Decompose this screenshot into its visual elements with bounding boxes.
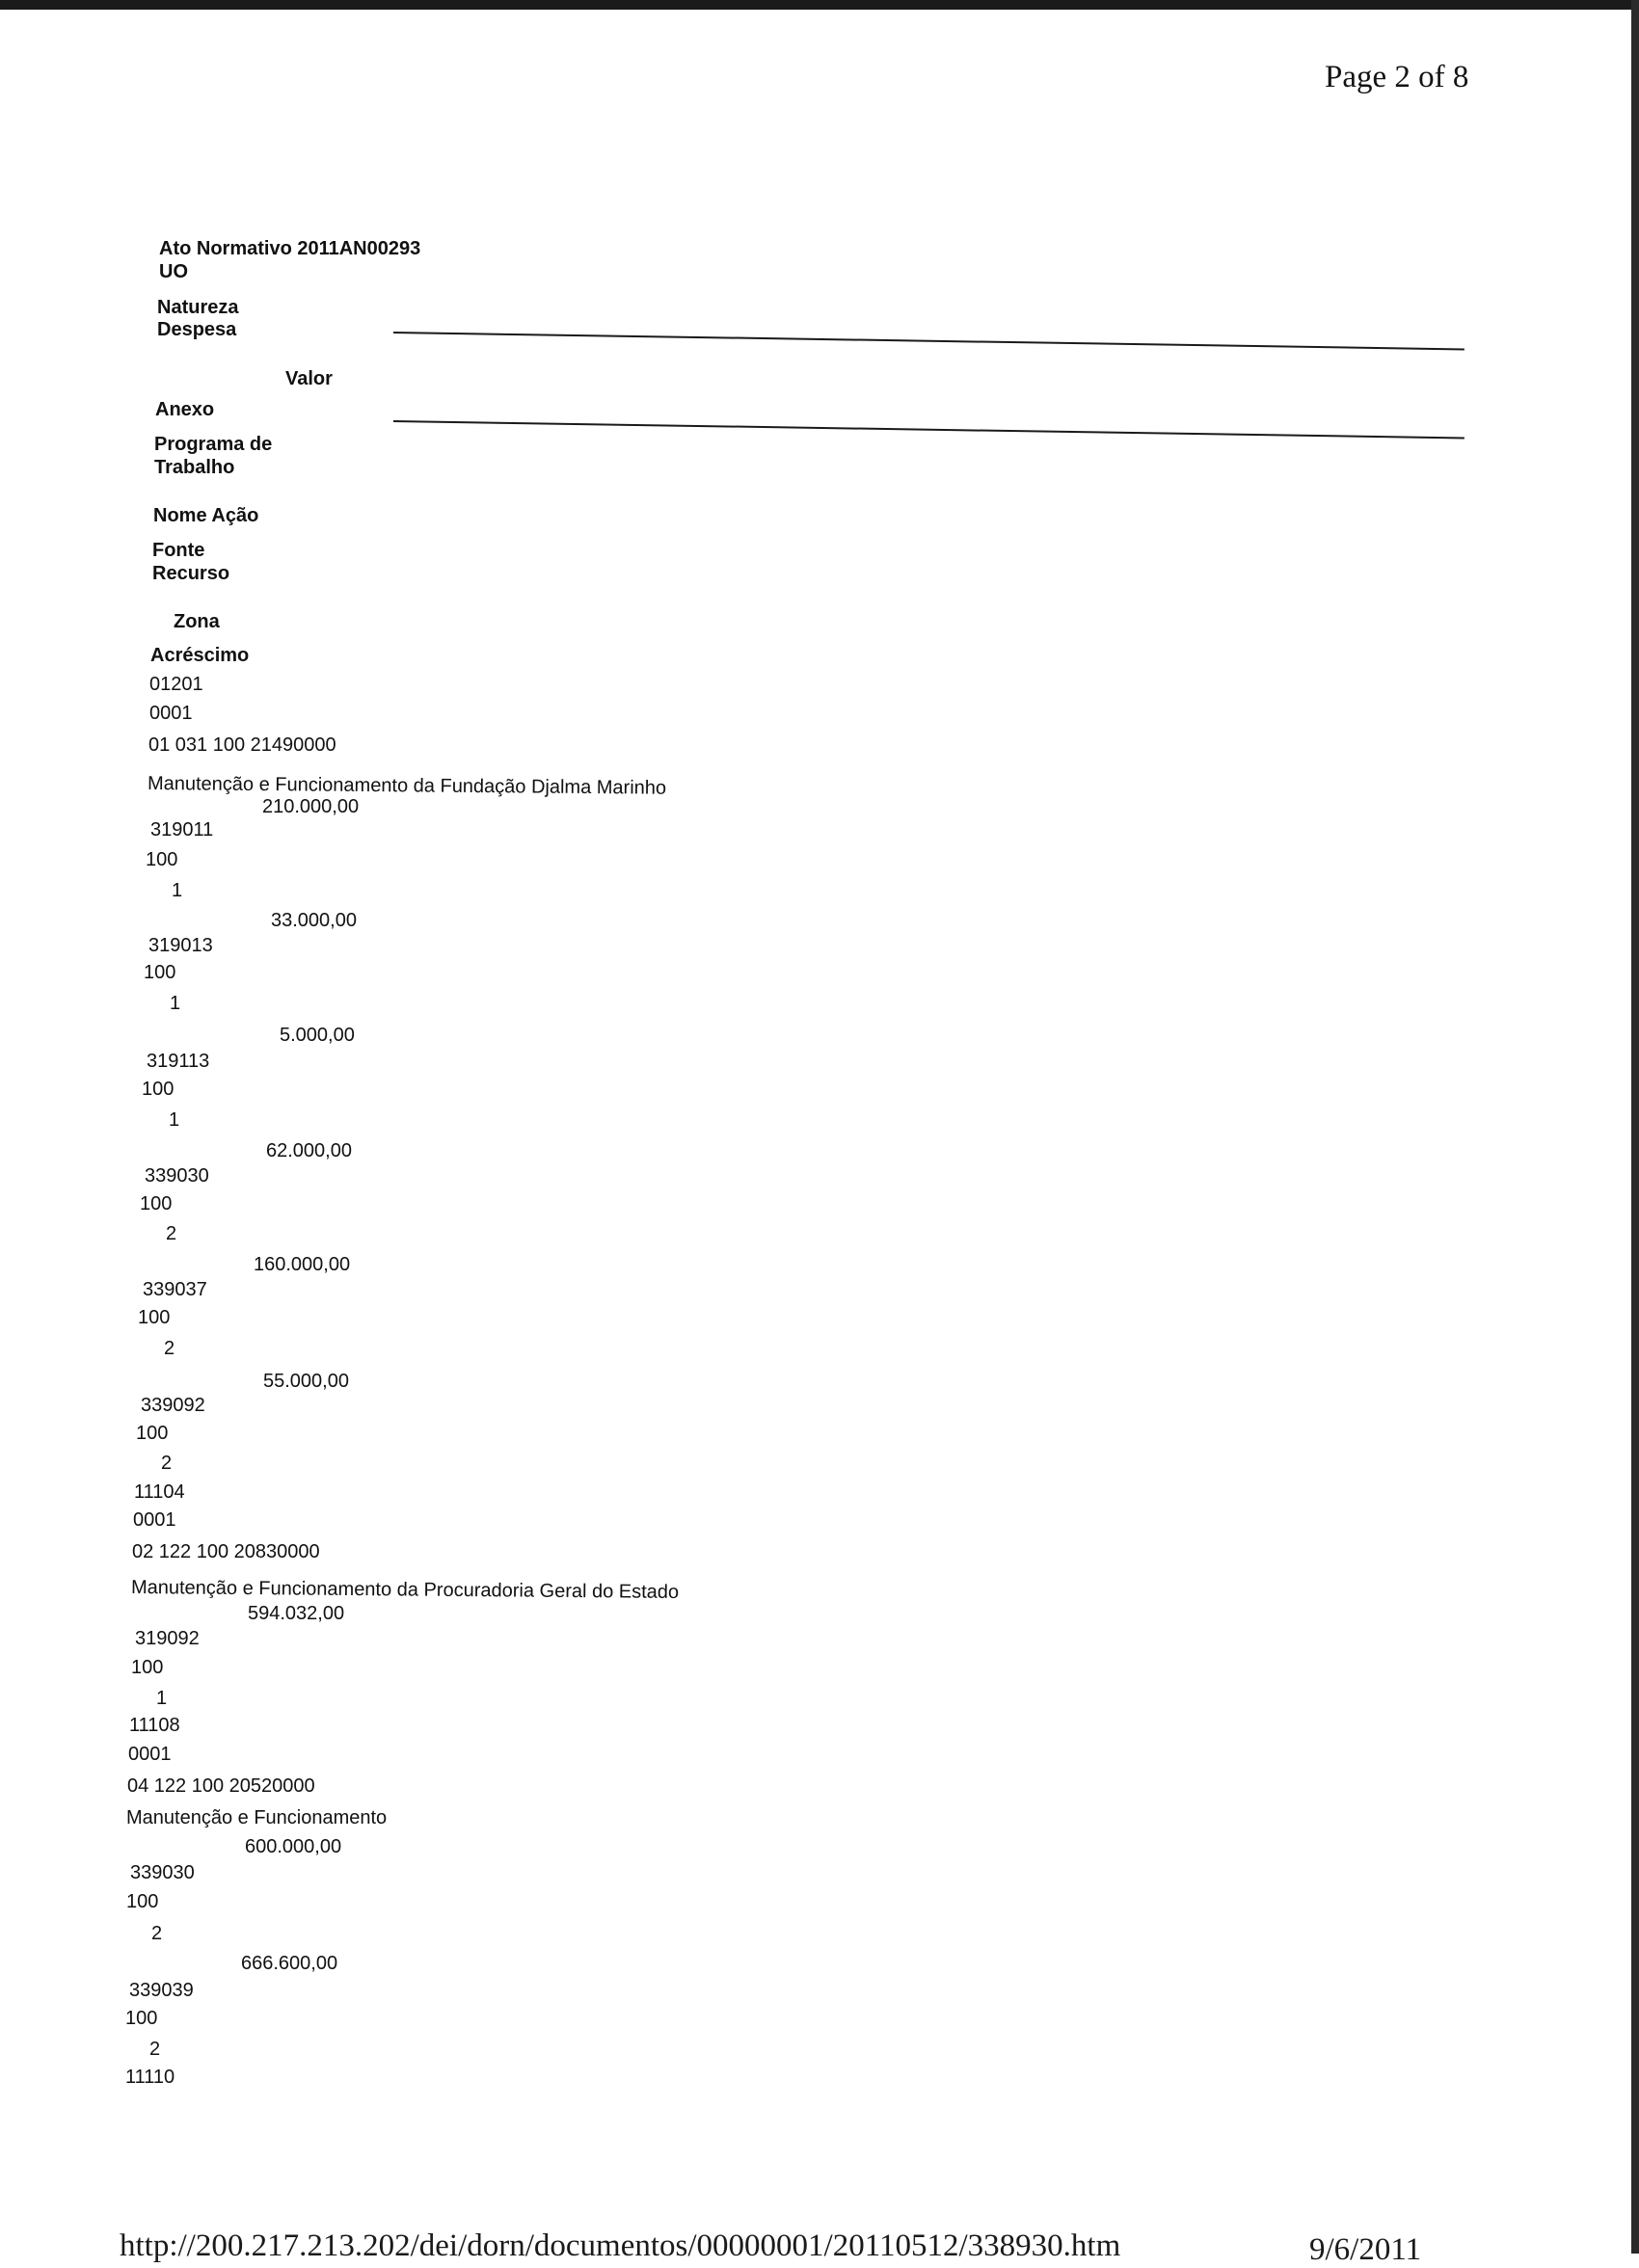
valor-amount: 33.000,00 (271, 910, 357, 931)
recurso-label: Recurso (152, 563, 230, 584)
zona-code: 1 (170, 993, 181, 1014)
zona-label: Zona (174, 611, 220, 632)
scan-right-edge (1631, 0, 1639, 2254)
natureza-code: 339037 (143, 1279, 207, 1300)
zona-code: 1 (172, 880, 183, 901)
natureza-code: 339039 (129, 1980, 194, 2001)
anexo-code: 0001 (133, 1509, 176, 1531)
valor-amount: 55.000,00 (263, 1371, 349, 1392)
zona-code: 1 (156, 1688, 168, 1709)
fonte-code: 100 (138, 1307, 171, 1328)
header-rule-bottom (393, 420, 1464, 439)
valor-amount: 210.000,00 (262, 796, 360, 817)
zona-code: 2 (149, 2039, 161, 2060)
natureza-code: 319092 (135, 1628, 200, 1649)
fonte-code: 100 (131, 1657, 164, 1678)
scan-top-edge (0, 0, 1639, 10)
zona-code: 2 (151, 1923, 163, 1944)
zona-code: 2 (161, 1453, 173, 1474)
nome-acao-label: Nome Ação (153, 505, 259, 526)
page-number: Page 2 of 8 (1325, 60, 1469, 94)
uo-code: 11110 (125, 2067, 175, 2088)
source-url: http://200.217.213.202/dei/dorn/documentos/00000001/20110512/338930.htm (120, 2228, 1121, 2263)
uo-code: 11108 (129, 1715, 180, 1736)
fonte-code: 100 (136, 1423, 169, 1444)
natureza-code: 319013 (148, 935, 213, 956)
valor-amount: 666.600,00 (241, 1953, 338, 1974)
fonte-code: 100 (140, 1193, 173, 1214)
uo-code: 11104 (134, 1481, 185, 1503)
valor-amount: 594.032,00 (248, 1603, 345, 1624)
header-rule-top (393, 332, 1464, 350)
natureza-code: 339030 (130, 1862, 195, 1883)
valor-label: Valor (285, 368, 333, 389)
zona-code: 2 (166, 1223, 177, 1244)
trabalho-label: Trabalho (154, 457, 235, 478)
uo-code: 01201 (149, 674, 203, 695)
nome-acao: Manutenção e Funcionamento (126, 1807, 388, 1828)
fonte-code: 100 (144, 962, 176, 983)
uo-label: UO (159, 261, 188, 282)
fonte-code: 100 (125, 2008, 158, 2029)
anexo-code: 0001 (149, 703, 193, 724)
fonte-label: Fonte (152, 540, 205, 561)
fonte-code: 100 (142, 1079, 175, 1100)
fonte-code: 100 (146, 849, 178, 870)
print-date: 9/6/2011 (1309, 2232, 1422, 2267)
valor-amount: 600.000,00 (245, 1836, 342, 1857)
acrescimo-label: Acréscimo (150, 645, 250, 666)
zona-code: 1 (169, 1109, 180, 1131)
natureza-code: 319011 (150, 819, 214, 840)
fonte-code: 100 (126, 1891, 159, 1912)
programa-trabalho: 02 122 100 20830000 (132, 1541, 320, 1562)
programa-de-label: Programa de (154, 434, 273, 455)
valor-amount: 160.000,00 (254, 1254, 351, 1275)
valor-amount: 5.000,00 (280, 1025, 355, 1046)
nome-acao: Manutenção e Funcionamento da Procuradoria Geral do Estado (130, 1577, 680, 1603)
natureza-code: 339030 (145, 1165, 209, 1187)
natureza-code: 339092 (141, 1395, 205, 1416)
valor-amount: 62.000,00 (266, 1140, 352, 1161)
anexo-label: Anexo (155, 399, 215, 420)
anexo-code: 0001 (128, 1744, 172, 1765)
natureza-code: 319113 (147, 1051, 210, 1072)
natureza-label: Natureza (157, 297, 239, 318)
nome-acao: Manutenção e Funcionamento da Fundação Djalma Marinho (147, 773, 667, 799)
zona-code: 2 (164, 1338, 175, 1359)
programa-trabalho: 04 122 100 20520000 (127, 1775, 315, 1797)
programa-trabalho: 01 031 100 21490000 (148, 734, 336, 756)
ato-normativo-label: Ato Normativo 2011AN00293 (159, 238, 421, 259)
despesa-label: Despesa (157, 319, 237, 340)
